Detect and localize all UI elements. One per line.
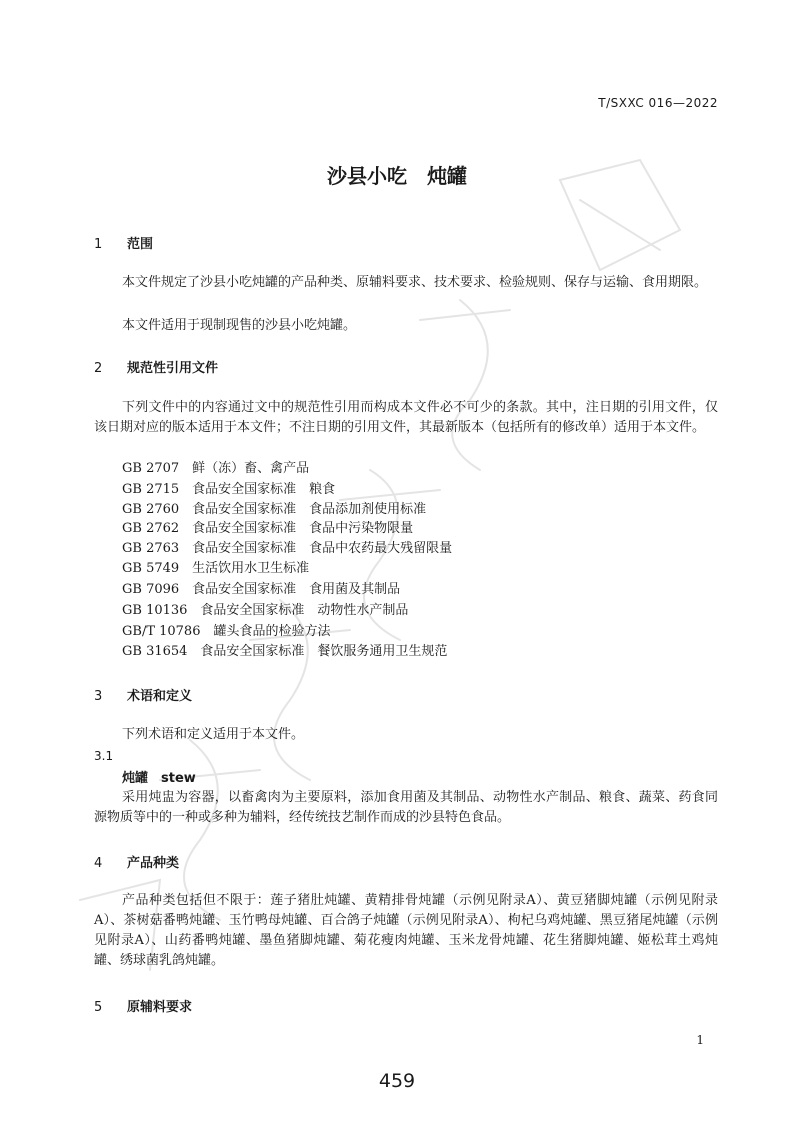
page-number: 1 [696,1033,704,1047]
reference-item: GB 10136 食品安全国家标准 动物性水产制品 [122,603,409,618]
section-1-paragraph-1: 本文件规定了沙县小吃炖罐的产品种类、原辅料要求、技术要求、检验规则、保存与运输、食用期限。 [122,275,708,290]
collection-page-number: 459 [378,1070,416,1092]
document-title: 沙县小吃 炖罐 [327,164,467,188]
clause-number: 3.1 [94,749,114,763]
section-3-heading: 3 术语和定义 [94,689,193,704]
reference-item: GB 5749 生活饮用水卫生标准 [122,561,310,576]
reference-item: GB/T 10786 罐头食品的检验方法 [122,624,331,639]
section-1-paragraph-2: 本文件适用于现制现售的沙县小吃炖罐。 [122,318,357,333]
term-entry: 炖罐 stew [122,771,196,786]
section-1-heading: 1 范围 [94,237,154,252]
section-4-heading: 4 产品种类 [94,856,180,871]
reference-item: GB 2762 食品安全国家标准 食品中污染物限量 [122,521,414,536]
section-3-intro: 下列术语和定义适用于本文件。 [122,727,305,742]
section-2-heading: 2 规范性引用文件 [94,361,219,376]
section-2-intro: 下列文件中的内容通过文中的规范性引用而构成本文件必不可少的条款。其中，注日期的引用文件，仅该日期对应的版本适用于本文件；不注日期的引用文件，其最新版本（包括所有的修改单）适用于本文件。 [94,400,718,435]
reference-item: GB 2763 食品安全国家标准 食品中农药最大残留限量 [122,541,453,556]
reference-item: GB 2760 食品安全国家标准 食品添加剂使用标准 [122,502,427,517]
term-definition: 采用炖盅为容器，以畜禽肉为主要原料，添加食用菌及其制品、动物性水产制品、粮食、蔬菜、药食同源物质等中的一种或多种为辅料，经传统技艺制作而成的沙县特色食品。 [94,790,718,825]
reference-item: GB 31654 食品安全国家标准 餐饮服务通用卫生规范 [122,644,448,659]
section-4-paragraph: 产品种类包括但不限于：莲子猪肚炖罐、黄精排骨炖罐（示例见附录A）、黄豆猪脚炖罐（示例见附录A）、茶树菇番鸭炖罐、玉竹鸭母炖罐、百合鸽子炖罐（示例见附录A）、枸杞乌鸡炖罐、黑豆猪尾炖罐（示例见附录A）、山药番鸭炖罐、墨鱼猪脚炖罐、菊花瘦肉炖罐、玉米龙骨炖罐、花生猪脚炖罐、姬松茸土鸡炖罐、绣球菌乳鸽炖罐。 [94,893,718,968]
reference-item: GB 2715 食品安全国家标准 粮食 [122,482,336,497]
section-5-heading: 5 原辅料要求 [94,1000,193,1015]
reference-item: GB 7096 食品安全国家标准 食用菌及其制品 [122,582,401,597]
document-code: T/SXXC 016—2022 [598,96,718,110]
reference-item: GB 2707 鲜（冻）畜、禽产品 [122,461,310,476]
